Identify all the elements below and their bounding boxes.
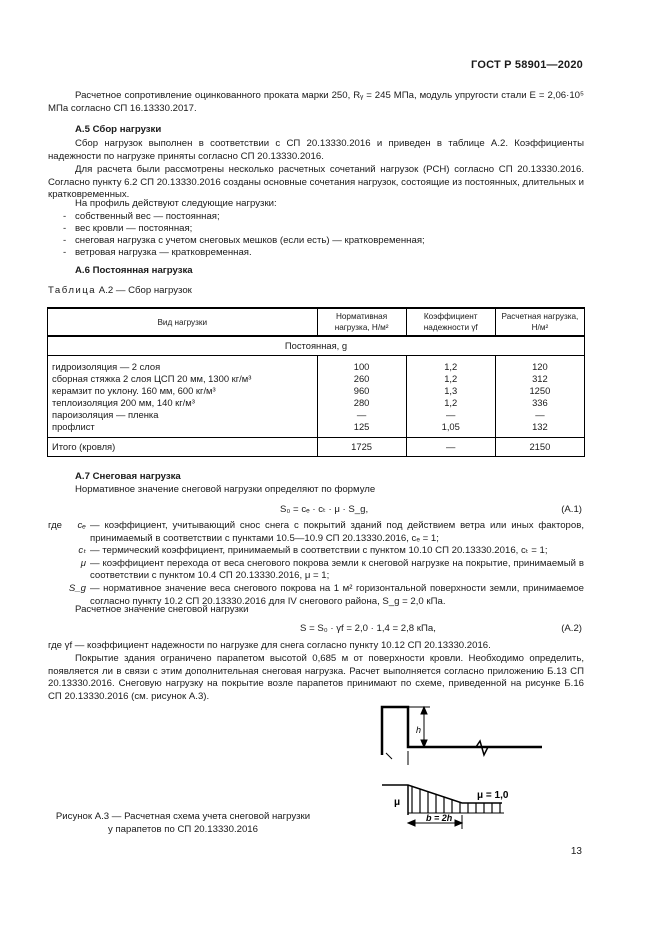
row-name: пароизоляция — пленка [48, 409, 318, 421]
definition-list [68, 520, 584, 608]
section-a6-heading: А.6 Постоянная нагрузка [75, 265, 193, 276]
loads-table [47, 307, 585, 457]
def-text: — термический коэффициент, принимаемый в соответствии с пунктом 10.10 СП 20.13330.2016, cₜ = 1; [90, 545, 548, 557]
row-norm: — [317, 409, 406, 421]
definition-item [68, 545, 584, 558]
row-norm: 260 [317, 373, 406, 385]
def-symbol: μ [80, 557, 86, 569]
intro-paragraph [48, 90, 584, 115]
row-calc: 132 [495, 421, 584, 438]
total-name: Итого (кровля) [48, 438, 318, 457]
def-symbol: cₜ [78, 545, 86, 557]
definition-item [68, 558, 584, 583]
parapet-outline [382, 707, 542, 755]
section-a5-para2: Для расчета были рассмотрены несколько расчетных сочетаний нагрузок (РСН) согласно СП 20.13330.2016. Согласно пункту 6.2 СП 20.13330.2016 созданы основные сочетания нагрузок, состоящие из постоянных, длительных и кратковременных. [48, 164, 584, 201]
formula-a2: S = S₀ · γf = 2,0 · 1,4 = 2,8 кПа, [300, 623, 436, 634]
list-item: - ветровая нагрузка — кратковременная. [75, 247, 252, 260]
row-norm: 280 [317, 397, 406, 409]
row-calc: 1250 [495, 385, 584, 397]
row-calc: 312 [495, 373, 584, 385]
row-coef: 1,2 [406, 373, 495, 385]
row-name: гидроизоляция — 2 слоя [48, 356, 318, 374]
table-row [48, 409, 585, 421]
section-a7-heading: А.7 Снеговая нагрузка [75, 471, 181, 482]
row-coef: 1,2 [406, 356, 495, 374]
def-text: — коэффициент перехода от веса снегового покрова земли к снеговой нагрузке на покрытие, принимаемый в соответствии с пунктом 10.4 СП 20.13330.2016, μ = 1; [90, 557, 584, 582]
col-header-norm: Нормативная нагрузка, Н/м² [317, 308, 406, 336]
snow-load-diagram [372, 705, 552, 835]
definition-item [68, 520, 584, 545]
document-code: ГОСТ Р 58901—2020 [471, 59, 583, 71]
col-header-calc: Расчетная нагрузка, Н/м² [495, 308, 584, 336]
label-mu-left: μ [394, 797, 401, 808]
intro-text: Расчетное сопротивление оцинкованного проката марки 250, Rᵧ = 245 МПа, модуль упругости стали E = 2,06·10⁵ МПа согласно СП 16.13330.2017. [48, 90, 584, 114]
table-row [48, 373, 585, 385]
def-symbol: S_g [68, 582, 86, 594]
def-text: — коэффициент, учитывающий снос снега с покрытий зданий под действием ветра или иных факторов, принимаемый в соответствии с пунктами 10.5—10.9 СП 20.13330.2016, cₑ = 1; [90, 520, 584, 544]
row-name: профлист [48, 421, 318, 438]
row-norm: 125 [317, 421, 406, 438]
col-header-coef: Коэффициент надежности γf [406, 308, 495, 336]
row-name: теплоизоляция 200 мм, 140 кг/м³ [48, 397, 318, 409]
list-item: - снеговая нагрузка с учетом снеговых мешков (если есть) — кратковременная; [75, 235, 425, 248]
section-a5-para1: Сбор нагрузок выполнен в соответствии с СП 20.13330.2016 и приведен в таблице А.2. Коэффициенты надежности по нагрузке приняты согласно СП 20.13330.2016. [48, 138, 584, 162]
row-calc: 120 [495, 356, 584, 374]
table-title [48, 285, 584, 298]
caption-line: Рисунок А.3 — Расчетная схема учета снеговой нагрузки [55, 811, 311, 822]
formula-a2-number: (А.2) [561, 623, 582, 634]
table-caption: А.2 — Сбор нагрузок [98, 285, 192, 296]
section-a7-para3: Покрытие здания ограничено парапетом высотой 0,685 м от поверхности кровли. Необходимо определить, появляется ли в связи с этим дополнительная снеговая нагрузка. Расчет выполняется согласно приложению Б.13 СП 20.13330.2016. Снеговую нагрузку на покрытие возле парапетов принимают по схеме, приведенной на рисунке Б.16 СП 20.13330.2016 (см. рисунок А.3). [48, 653, 584, 702]
formula-a1: S₀ = cₑ · cₜ · μ · S_g, [280, 504, 369, 515]
section-a7-para1: Нормативное значение снеговой нагрузки определяют по формуле [75, 484, 376, 495]
row-name: керамзит по уклону. 160 мм, 600 кг/м³ [48, 385, 318, 397]
row-coef: 1,05 [406, 421, 495, 438]
total-calc: 2150 [495, 438, 584, 457]
row-norm: 100 [317, 356, 406, 374]
def-text: — нормативное значение веса снегового покрова на 1 м² горизонтальной поверхности земли, принимаемое согласно пункту 10.2 СП 20.13330.2016 для IV снегового района, S_g = 2,0 кПа. [90, 582, 584, 607]
def-symbol: cₑ [77, 520, 86, 531]
list-item: - собственный вес — постоянная; [75, 211, 220, 224]
table-section-row [48, 336, 585, 356]
table-header-row [48, 308, 585, 336]
caption-line: у парапетов по СП 20.13330.2016 [108, 823, 258, 835]
label-h: h [416, 725, 422, 735]
table-row [48, 397, 585, 409]
section-a5-para3: На профиль действуют следующие нагрузки: [75, 198, 277, 209]
table-row [48, 356, 585, 374]
row-calc: — [495, 409, 584, 421]
table-label: Таблица [48, 285, 97, 296]
table-row [48, 385, 585, 397]
parapet-hatch [386, 751, 408, 765]
section-a7-para2: Расчетное значение снеговой нагрузки [75, 604, 249, 615]
gamma-definition: где γf — коэффициент надежности по нагрузке для снега согласно пункту 10.12 СП 20.13330.2016. [48, 640, 491, 651]
formula-a1-number: (А.1) [561, 504, 582, 515]
row-coef: — [406, 409, 495, 421]
row-coef: 1,2 [406, 397, 495, 409]
label-mu-right: μ = 1,0 [477, 790, 509, 801]
row-calc: 336 [495, 397, 584, 409]
where-label: где [48, 520, 63, 531]
row-coef: 1,3 [406, 385, 495, 397]
row-norm: 960 [317, 385, 406, 397]
table-row [48, 421, 585, 438]
figure-caption [48, 811, 318, 836]
page-number: 13 [570, 846, 582, 857]
section-a5-heading: А.5 Сбор нагрузки [75, 124, 162, 135]
list-item: - вес кровли — постоянная; [75, 223, 192, 236]
total-coef: — [406, 438, 495, 457]
row-name: сборная стяжка 2 слоя ЦСП 20 мм, 1300 кг/м³ [48, 373, 318, 385]
total-norm: 1725 [317, 438, 406, 457]
label-b: b = 2h [426, 813, 453, 823]
col-header-type: Вид нагрузки [48, 308, 318, 336]
section-label: Постоянная, g [48, 336, 585, 356]
table-total-row [48, 438, 585, 457]
